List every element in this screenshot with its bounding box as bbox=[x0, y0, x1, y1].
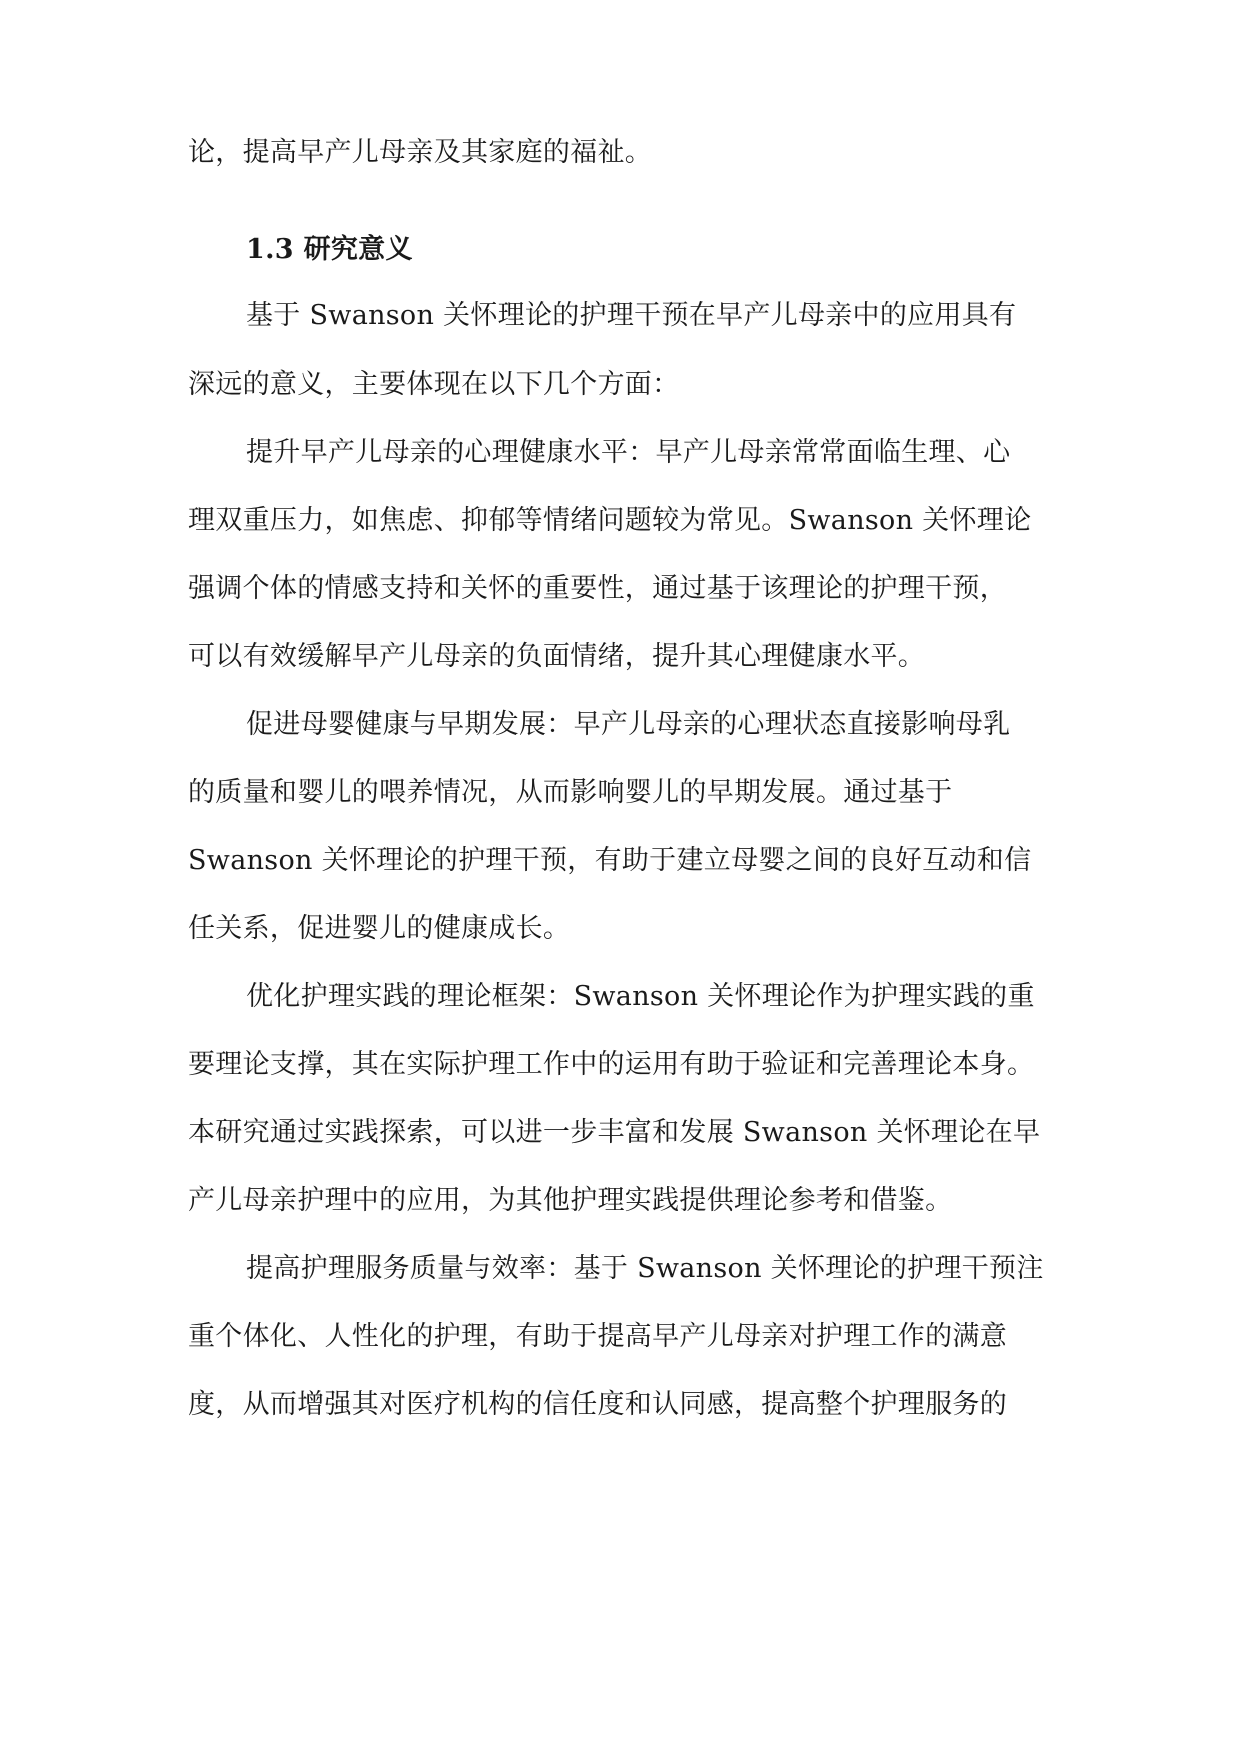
paragraph-1-line-2: 深远的意义，主要体现在以下几个方面： bbox=[188, 369, 680, 400]
section-heading: 1.3 研究意义 bbox=[246, 234, 413, 265]
paragraph-4-line-3: 本研究通过实践探索，可以进一步丰富和发展 Swanson 关怀理论在早 bbox=[188, 1117, 1041, 1148]
paragraph-3-line-4: 任关系，促进婴儿的健康成长。 bbox=[188, 913, 571, 944]
paragraph-2-line-4: 可以有效缓解早产儿母亲的负面情绪，提升其心理健康水平。 bbox=[188, 641, 926, 672]
paragraph-3-line-2: 的质量和婴儿的喂养情况，从而影响婴儿的早期发展。通过基于 bbox=[188, 777, 953, 808]
paragraph-5-line-2: 重个体化、人性化的护理，有助于提高早产儿母亲对护理工作的满意 bbox=[188, 1321, 1007, 1352]
continuation-line: 论，提高早产儿母亲及其家庭的福祉。 bbox=[188, 137, 653, 168]
paragraph-3-line-1: 促进母婴健康与早期发展：早产儿母亲的心理状态直接影响母乳 bbox=[246, 709, 1011, 740]
paragraph-2-line-3: 强调个体的情感支持和关怀的重要性，通过基于该理论的护理干预， bbox=[188, 573, 1007, 604]
paragraph-1-line-1: 基于 Swanson 关怀理论的护理干预在早产儿母亲中的应用具有 bbox=[246, 300, 1017, 331]
paragraph-2-line-1: 提升早产儿母亲的心理健康水平：早产儿母亲常常面临生理、心 bbox=[246, 437, 1011, 468]
paragraph-5-line-3: 度，从而增强其对医疗机构的信任度和认同感，提高整个护理服务的 bbox=[188, 1389, 1007, 1420]
paragraph-4-line-4: 产儿母亲护理中的应用，为其他护理实践提供理论参考和借鉴。 bbox=[188, 1185, 953, 1216]
paragraph-2-line-2: 理双重压力，如焦虑、抑郁等情绪问题较为常见。Swanson 关怀理论 bbox=[188, 505, 1032, 536]
paragraph-4-line-2: 要理论支撑，其在实际护理工作中的运用有助于验证和完善理论本身。 bbox=[188, 1049, 1035, 1080]
paragraph-3-line-3: Swanson 关怀理论的护理干预，有助于建立母婴之间的良好互动和信 bbox=[188, 845, 1032, 876]
paragraph-4-line-1: 优化护理实践的理论框架：Swanson 关怀理论作为护理实践的重 bbox=[246, 981, 1035, 1012]
paragraph-5-line-1: 提高护理服务质量与效率：基于 Swanson 关怀理论的护理干预注 bbox=[246, 1253, 1044, 1284]
